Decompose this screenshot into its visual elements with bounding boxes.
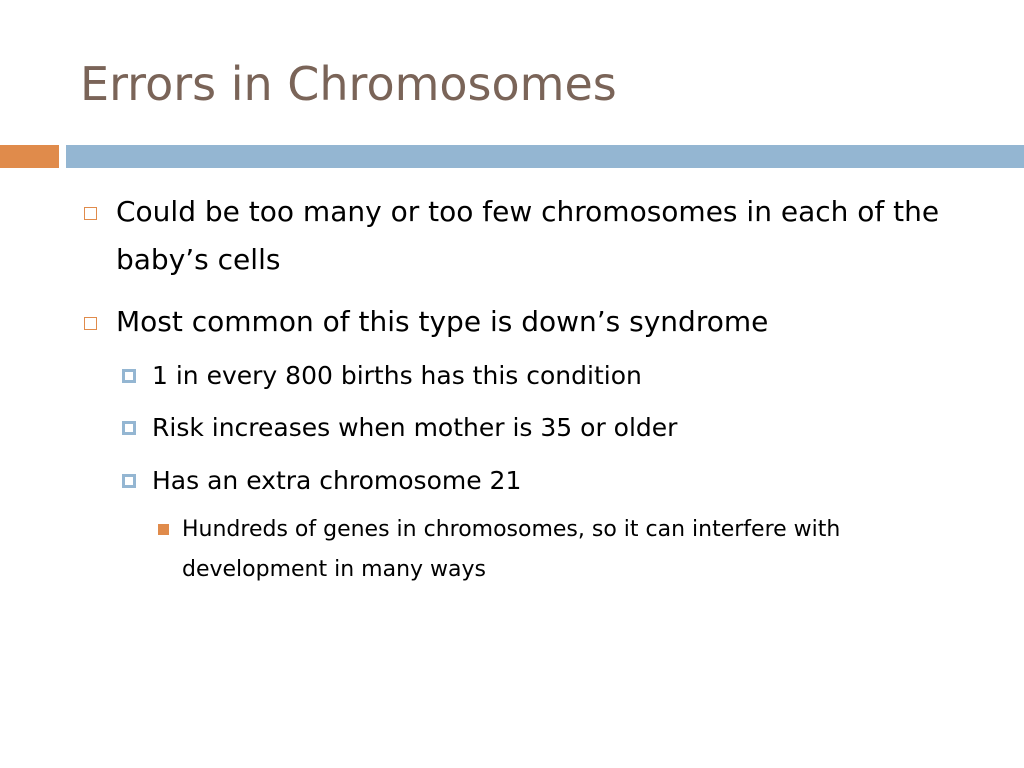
hollow-square-bullet-icon	[84, 207, 97, 220]
bullet-item-level2	[152, 461, 992, 501]
bullet-text: Risk increases when mother is 35 or older	[152, 413, 678, 442]
bullet-text: 1 in every 800 births has this condition	[152, 361, 642, 390]
bullet-item-level3	[182, 510, 982, 590]
bullet-item-level2	[152, 408, 992, 448]
filled-square-bullet-icon	[158, 524, 169, 535]
slide-title: Errors in Chromosomes	[80, 57, 617, 111]
framed-square-bullet-icon	[122, 421, 136, 435]
bullet-text: Most common of this type is down’s syndrome	[116, 305, 769, 338]
hollow-square-bullet-icon	[84, 317, 97, 330]
framed-square-bullet-icon	[122, 369, 136, 383]
bullet-text: Could be too many or too few chromosomes in each of the baby’s cells	[116, 195, 940, 276]
framed-square-bullet-icon	[122, 474, 136, 488]
bullet-text: Has an extra chromosome 21	[152, 466, 522, 495]
bullet-item-level1	[116, 298, 996, 346]
bullet-text: Hundreds of genes in chromosomes, so it can interfere with development in many ways	[182, 517, 841, 582]
bullet-item-level2	[152, 356, 992, 396]
bullet-item-level1	[116, 188, 996, 284]
